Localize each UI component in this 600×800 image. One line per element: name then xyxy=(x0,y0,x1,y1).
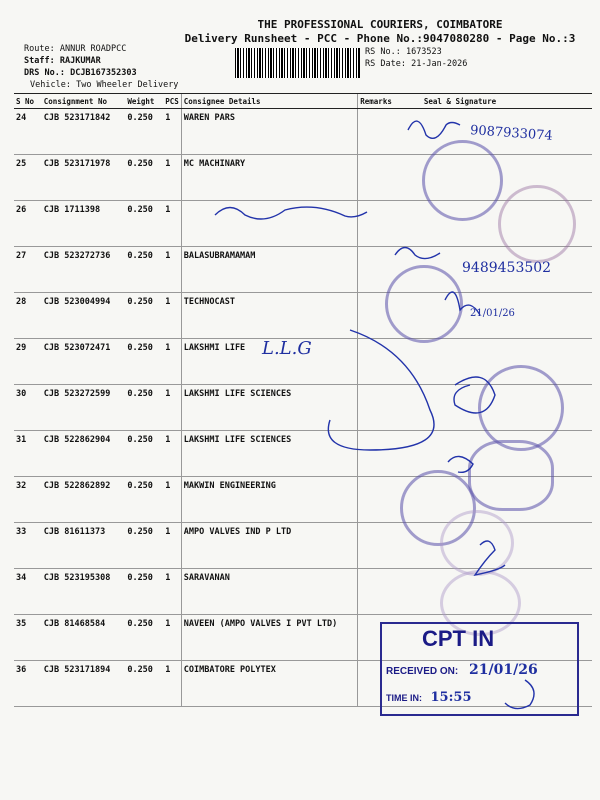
handwritten-initials: L.L.G xyxy=(262,338,312,359)
runsheet-subtitle: Delivery Runsheet - PCC - Phone No.:9047080280 - Page No.:3 xyxy=(184,32,576,45)
drs-line: DRS No.: DCJB167352303 xyxy=(24,68,137,78)
vehicle-value: Two Wheeler Delivery xyxy=(76,80,179,90)
table-row: 35 CJB 81468584 0.250 1 NAVEEN (AMPO VALVES I PVT LTD) xyxy=(14,615,592,661)
col-seal: Seal & Signature xyxy=(394,94,592,109)
col-consignee: Consignee Details xyxy=(181,94,357,109)
col-pcs: PCS xyxy=(163,94,181,109)
received-label: RECEIVED ON: xyxy=(386,666,459,677)
staff-value: RAJKUMAR xyxy=(59,56,101,66)
handwritten-date: 21/01/26 xyxy=(470,308,515,319)
col-consignment: Consignment No xyxy=(42,94,126,109)
table-row: 33 CJB 81611373 0.250 1 AMPO VALVES IND P LTD xyxy=(14,523,592,569)
handwritten-phone-2: 9489453502 xyxy=(462,260,552,276)
table-row: 30 CJB 523272599 0.250 1 LAKSHMI LIFE SCIENCES xyxy=(14,385,592,431)
route-value: ANNUR ROADPCC xyxy=(59,44,127,54)
table-row: 28 CJB 523004994 0.250 1 TECHNOCAST xyxy=(14,293,592,339)
cpt-stamp-title: CPT IN xyxy=(422,626,495,651)
cpt-in-stamp xyxy=(380,622,579,716)
company-title: THE PROFESSIONAL COURIERS, COIMBATORE xyxy=(257,18,503,31)
vehicle-line: Vehicle: Two Wheeler Delivery xyxy=(30,80,179,90)
table-row: 31 CJB 522862904 0.250 1 LAKSHMI LIFE SCIENCES xyxy=(14,431,592,477)
handwritten-phone-1: 9087933074 xyxy=(469,123,554,144)
drs-value: DCJB167352303 xyxy=(70,68,137,78)
col-remarks: Remarks xyxy=(358,94,394,109)
rs-no-value: 1673523 xyxy=(405,47,442,57)
table-row: 27 CJB 523272736 0.250 1 BALASUBRAMAMAM xyxy=(14,247,592,293)
rs-date-value: 21-Jan-2026 xyxy=(411,59,468,69)
table-row: 24 CJB 523171842 0.250 1 WAREN PARS xyxy=(14,109,592,155)
table-row: 29 CJB 523072471 0.250 1 LAKSHMI LIFE xyxy=(14,339,592,385)
time-label: TIME IN: xyxy=(386,693,422,703)
table-row: 26 CJB 1711398 0.250 1 xyxy=(14,201,592,247)
table-row: 32 CJB 522862892 0.250 1 MAKWIN ENGINEERING xyxy=(14,477,592,523)
table-row: 25 CJB 523171978 0.250 1 MC MACHINARY xyxy=(14,155,592,201)
table-row: 34 CJB 523195308 0.250 1 SARAVANAN xyxy=(14,569,592,615)
time-value: 15:55 xyxy=(430,690,472,705)
col-weight: Weight xyxy=(125,94,163,109)
received-value: 21/01/26 xyxy=(469,662,538,678)
staff-line: Staff: RAJKUMAR xyxy=(24,56,101,66)
rs-no-line: RS No.: 1673523 xyxy=(365,47,442,57)
table-row: 36 CJB 523171894 0.250 1 COIMBATORE POLYTEX xyxy=(14,661,592,707)
rs-date-line: RS Date: 21-Jan-2026 xyxy=(365,59,468,69)
route-line: Route: ANNUR ROADPCC xyxy=(24,44,127,54)
col-sno: S No xyxy=(14,94,42,109)
